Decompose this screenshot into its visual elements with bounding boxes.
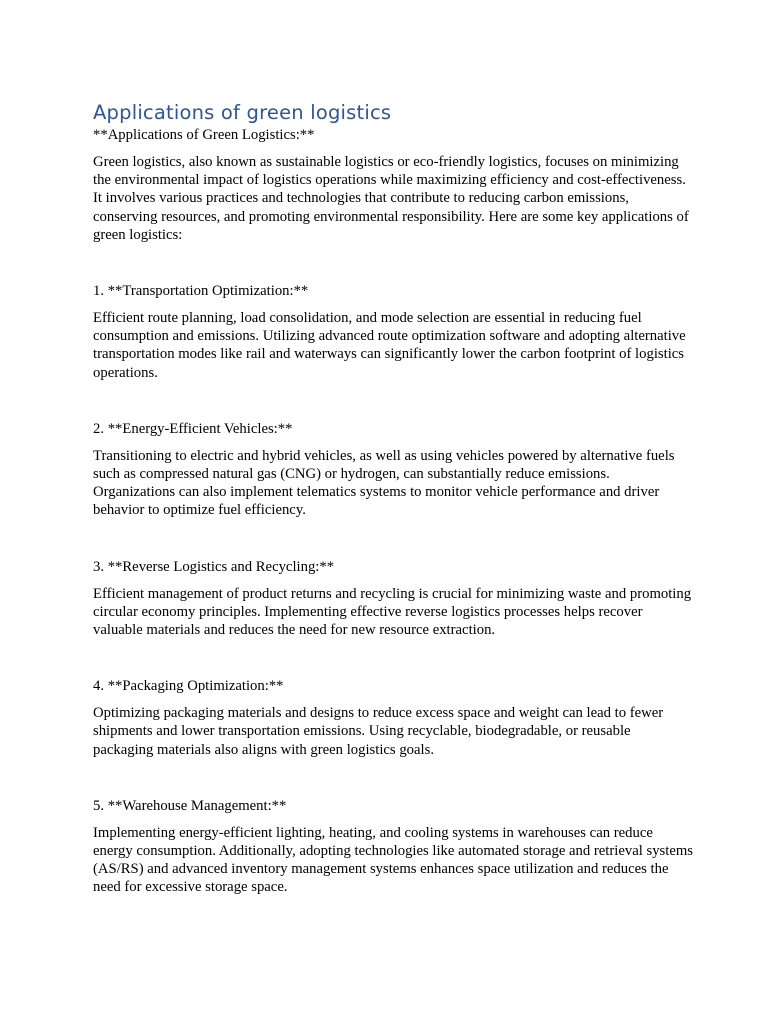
section-reverse-logistics bbox=[93, 558, 693, 640]
section-warehouse-management bbox=[93, 797, 693, 897]
document-title: Applications of green logistics bbox=[93, 101, 392, 124]
section-energy-efficient-vehicles bbox=[93, 420, 693, 520]
intro-paragraph: Green logistics, also known as sustainable logistics or eco-friendly logistics, focuses on minimizing the environmental impact of logistics operations while maximizing efficiency and cost-effectiveness. It involves various practices and technologies that contribute to reducing carbon emissions, conserving resources, and promoting environmental responsibility. Here are some key applications of green logistics: bbox=[93, 154, 689, 243]
document-page bbox=[93, 100, 693, 935]
section-heading: 3. **Reverse Logistics and Recycling:** bbox=[93, 558, 335, 575]
section-body: Optimizing packaging materials and designs to reduce excess space and weight can lead to fewer shipments and lower transportation emissions. Using recyclable, biodegradable, or reusable packaging materials also aligns with green logistics goals. bbox=[93, 705, 664, 758]
section-body: Implementing energy-efficient lighting, heating, and cooling systems in warehouses can reduce energy consumption. Additionally, adopting technologies like automated storage and retrieval systems (AS/RS) and advanced inventory management systems enhances space utilization and reduces the need for excessive storage space. bbox=[93, 824, 694, 896]
section-heading: 2. **Energy-Efficient Vehicles:** bbox=[93, 420, 293, 437]
section-heading: 4. **Packaging Optimization:** bbox=[93, 678, 284, 695]
document-subtitle: **Applications of Green Logistics:** bbox=[93, 127, 315, 143]
section-packaging-optimization bbox=[93, 677, 693, 759]
section-body: Efficient route planning, load consolidation, and mode selection are essential in reducing fuel consumption and emissions. Utilizing advanced route optimization software and adopting alternative transportation modes like rail and waterways can significantly lower the carbon footprint of logistics operations. bbox=[93, 310, 686, 381]
section-body: Transitioning to electric and hybrid vehicles, as well as using vehicles powered by alternative fuels such as compressed natural gas (CNG) or hydrogen, can substantially reduce emissions. Organizations can also implement telematics systems to monitor vehicle performance and driver behavior to optimize fuel efficiency. bbox=[93, 447, 675, 519]
section-heading: 5. **Warehouse Management:** bbox=[93, 797, 287, 814]
section-body: Efficient management of product returns and recycling is crucial for minimizing waste and promoting circular economy principles. Implementing effective reverse logistics processes helps recover valuable materials and reduces the need for new resource extraction. bbox=[93, 585, 692, 639]
section-heading: 1. **Transportation Optimization:** bbox=[93, 283, 309, 300]
section-transportation-optimization bbox=[93, 282, 693, 382]
